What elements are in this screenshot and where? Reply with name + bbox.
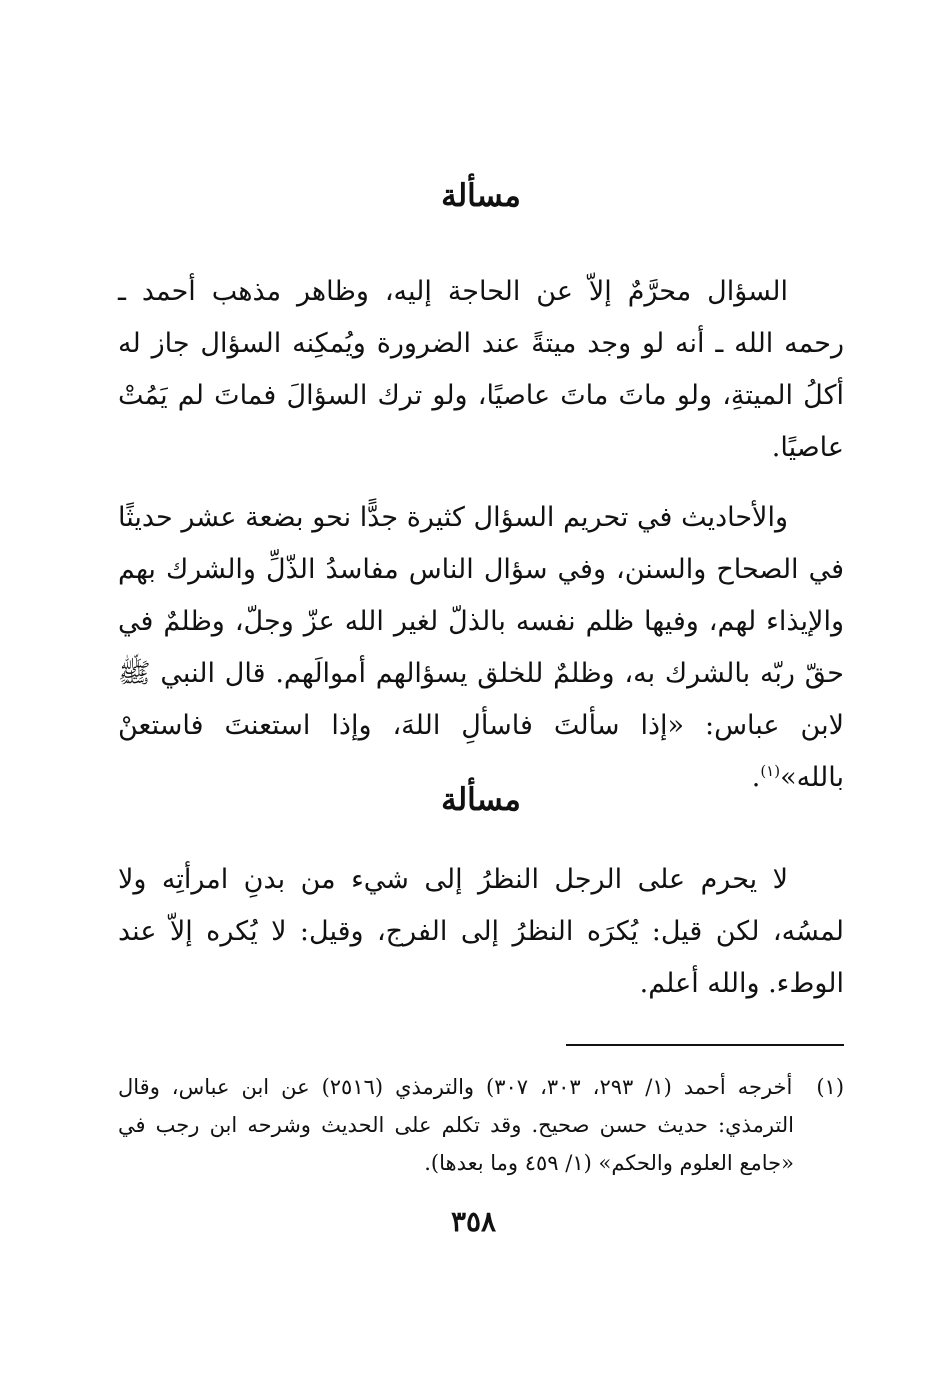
- section-heading-2: مسألة: [441, 782, 521, 818]
- section-heading-1: مسألة: [441, 178, 521, 214]
- footnote-body: [118, 1068, 844, 1182]
- page-number: ٣٥٨: [450, 1205, 497, 1238]
- paragraph-2-closing: .: [751, 762, 761, 793]
- footnote-reference[interactable]: (١): [760, 762, 781, 780]
- paragraph-1: السؤال محرَّمٌ إلاّ عن الحاجة إليه، وظاهر مذهب أحمد ـ رحمه الله ـ أنه لو وجد ميتةً عند الضرورة ويُمكِنه السؤال جاز له أكلُ الميتةِ، ولو ماتَ ماتَ عاصيًا، ولو ترك السؤالَ فماتَ لم يَمُتْ عاصيًا.: [118, 276, 844, 463]
- footnote: [118, 1068, 844, 1182]
- footnote-marker: (١): [816, 1075, 845, 1099]
- footnote-text: أخرجه أحمد (١/ ٢٩٣، ٣٠٣، ٣٠٧) والترمذي (٢٥١٦) عن ابن عباس، وقال الترمذي: حديث حسن صحيح. وقد تكلم على الحديث وشرحه ابن رجب في «جامع العلوم والحكم» (١/ ٤٥٩ وما بعدها).: [118, 1075, 794, 1175]
- section-1-body: [118, 266, 844, 804]
- paragraph-2: [118, 492, 844, 804]
- paragraph-2-text: والأحاديث في تحريم السؤال كثيرة جدًّا نحو بضعة عشر حديثًا في الصحاح والسنن، وفي سؤال الناس مفاسدُ الذّلِّ والشرك بهم والإيذاء لهم، وفيها ظلم نفسه بالذلّ لغير الله عزّ وجلّ، وظلمٌ في حقّ ربّه بالشرك به، وظلمٌ للخلق يسؤالهم أموالَهم. قال النبي ﷺ لابن عباس: «إذا سألتَ فاسألِ اللهَ، وإذا استعنتَ فاستعنْ بالله»: [118, 502, 844, 793]
- section-2-body: [118, 854, 844, 1010]
- paragraph-3: لا يحرم على الرجل النظرُ إلى شيء من بدنِ امرأتِه ولا لمسُه، لكن قيل: يُكرَه النظرُ إلى الفرج، وقيل: لا يُكره إلاّ عند الوطء. والله أعلم.: [118, 864, 844, 999]
- footnote-divider: [566, 1044, 844, 1046]
